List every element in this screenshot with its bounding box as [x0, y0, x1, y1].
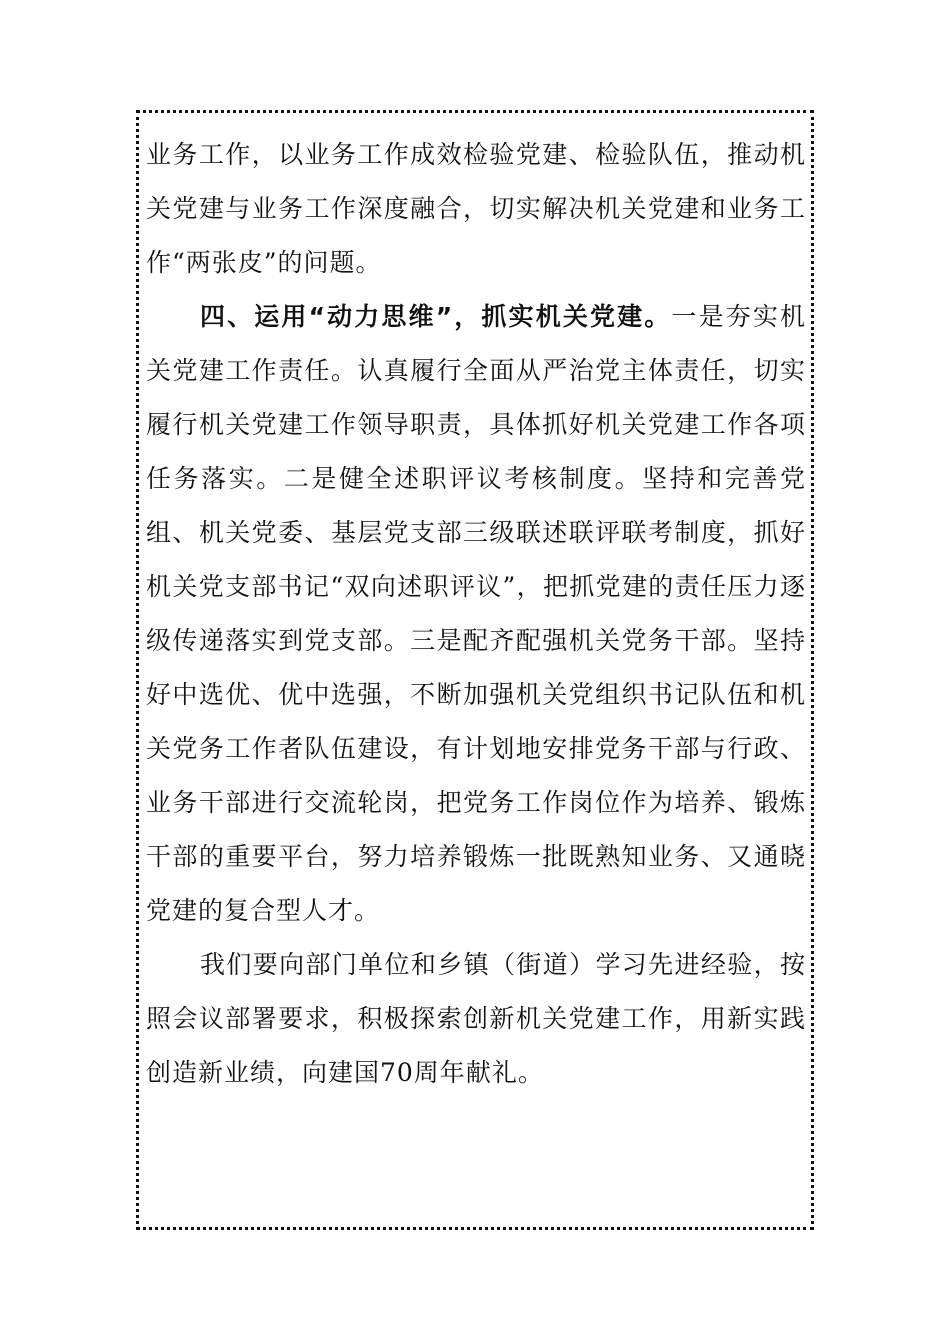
section-body: 一是夯实机关党建工作责任。认真履行全面从严治党主体责任，切实履行机关党建工作领导职责，具体抓好机关党建工作各项任务落实。二是健全述职评议考核制度。坚持和完善党组、机关党委、基层党支部三级联述联评联考制度，抓好机关党支部书记“双向述职评议”，把抓党建的责任压力逐级传递落实到党支部。三是配齐配强机关党务干部。坚持好中选优、优中选强，不断加强机关党组织书记队伍和机关党务工作者队伍建设，有计划地安排党务干部与行政、业务干部进行交流轮岗，把党务工作岗位作为培养、锻炼干部的重要平台，努力培养锻炼一批既熟知业务、又通晓党建的复合型人才。: [146, 302, 806, 925]
paragraph-section-four: [146, 290, 806, 938]
document-body: [146, 128, 806, 1100]
paragraph-closing: 我们要向部门单位和乡镇（街道）学习先进经验，按照会议部署要求，积极探索创新机关党建工作，用新实践创造新业绩，向建国70周年献礼。: [146, 950, 806, 1087]
paragraph-continuation: 业务工作，以业务工作成效检验党建、检验队伍，推动机关党建与业务工作深度融合，切实解决机关党建和业务工作“两张皮”的问题。: [146, 140, 806, 277]
section-heading: 四、运用“动力思维”，抓实机关党建。: [200, 302, 672, 331]
